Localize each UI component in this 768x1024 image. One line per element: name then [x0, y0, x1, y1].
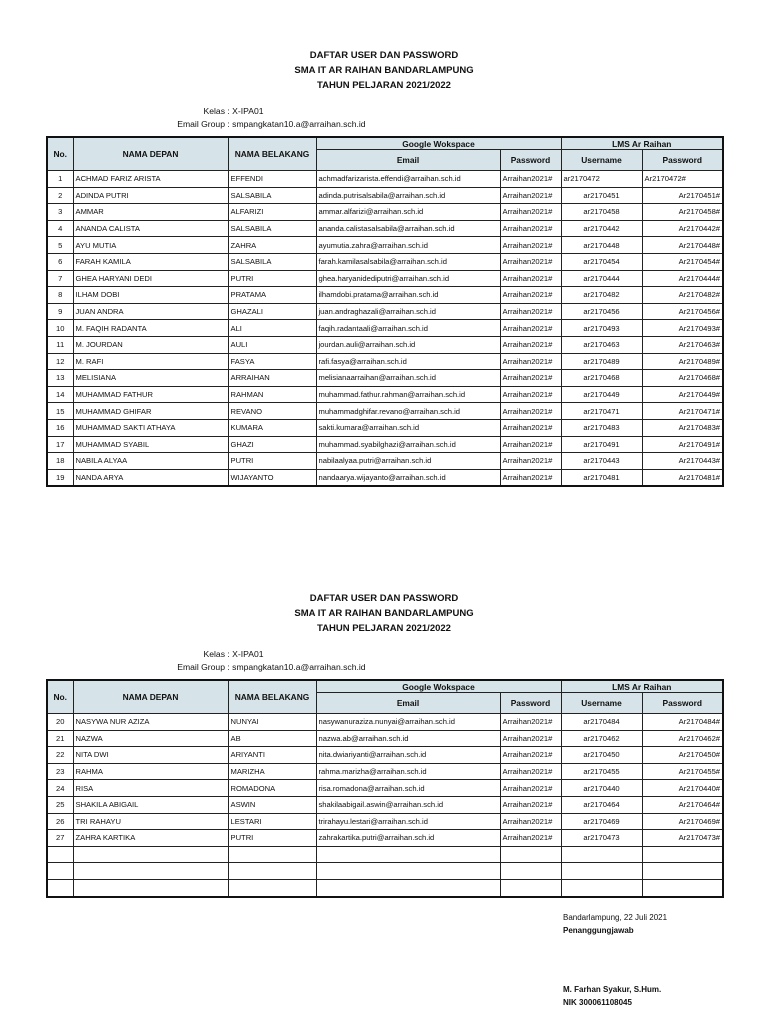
cell-nama-belakang: AULI — [228, 336, 316, 353]
cell-email: muhammadghifar.revano@arraihan.sch.id — [316, 403, 500, 420]
email-group-value: : smpangkatan10.a@arraihan.sch.id — [227, 119, 366, 129]
cell-no: 12 — [47, 353, 73, 370]
table-row — [47, 747, 723, 764]
cell-no: 9 — [47, 303, 73, 320]
cell-username: ar2170489 — [561, 353, 642, 370]
cell-nama-belakang: PUTRI — [228, 270, 316, 287]
cell-nama-belakang: PUTRI — [228, 453, 316, 470]
cell-google-password: Arraihan2021# — [500, 303, 561, 320]
email-group-label: Email Group — [177, 662, 225, 672]
cell-username: ar2170463 — [561, 336, 642, 353]
cell-nama-belakang: SALSABILA — [228, 220, 316, 237]
cell-email: nita.dwiariyanti@arraihan.sch.id — [316, 747, 500, 764]
cell-username: ar2170468 — [561, 370, 642, 387]
table-row — [47, 763, 723, 780]
cell-nama-depan: M. RAFI — [73, 353, 228, 370]
kelas-value: : X-IPA01 — [227, 106, 264, 116]
user-table-2 — [46, 679, 724, 898]
cell-username: ar2170455 — [561, 763, 642, 780]
cell-username: ar2170444 — [561, 270, 642, 287]
table-row — [47, 403, 723, 420]
cell-nama-depan: RAHMA — [73, 763, 228, 780]
table-row — [47, 730, 723, 747]
cell-email: nasywanuraziza.nunyai@arraihan.sch.id — [316, 714, 500, 731]
cell-google-password: Arraihan2021# — [500, 220, 561, 237]
cell-nama-belakang — [228, 863, 316, 880]
cell-lms-password: Ar2170451# — [642, 187, 723, 204]
cell-username: ar2170471 — [561, 403, 642, 420]
cell-username: ar2170442 — [561, 220, 642, 237]
table-row — [47, 253, 723, 270]
cell-no: 15 — [47, 403, 73, 420]
cell-no: 13 — [47, 370, 73, 387]
cell-email: zahrakartika.putri@arraihan.sch.id — [316, 830, 500, 847]
table-row — [47, 863, 723, 880]
cell-username: ar2170443 — [561, 453, 642, 470]
cell-nama-belakang: ROMADONA — [228, 780, 316, 797]
kelas-value: : X-IPA01 — [227, 649, 264, 659]
cell-no: 23 — [47, 763, 73, 780]
table-row — [47, 386, 723, 403]
cell-email: rafi.fasya@arraihan.sch.id — [316, 353, 500, 370]
cell-nama-belakang: GHAZI — [228, 436, 316, 453]
kelas-line — [68, 648, 264, 661]
table-row — [47, 830, 723, 847]
cell-google-password: Arraihan2021# — [500, 171, 561, 188]
cell-nama-depan: AMMAR — [73, 204, 228, 221]
cell-google-password: Arraihan2021# — [500, 403, 561, 420]
cell-lms-password: Ar2170472# — [642, 171, 723, 188]
header-google-workspace: Google Wokspace — [316, 137, 561, 150]
cell-no — [47, 863, 73, 880]
cell-email: ananda.calistasalsabila@arraihan.sch.id — [316, 220, 500, 237]
cell-email: jourdan.auli@arraihan.sch.id — [316, 336, 500, 353]
cell-lms-password: Ar2170469# — [642, 813, 723, 830]
cell-lms-password: Ar2170463# — [642, 336, 723, 353]
cell-email: nandaarya.wijayanto@arraihan.sch.id — [316, 469, 500, 486]
table-row — [47, 237, 723, 254]
cell-email: juan.andraghazali@arraihan.sch.id — [316, 303, 500, 320]
cell-lms-password: Ar2170448# — [642, 237, 723, 254]
table-row — [47, 453, 723, 470]
cell-nama-belakang: AB — [228, 730, 316, 747]
cell-lms-password — [642, 863, 723, 880]
cell-lms-password: Ar2170483# — [642, 419, 723, 436]
cell-nama-belakang — [228, 846, 316, 863]
cell-lms-password: Ar2170443# — [642, 453, 723, 470]
cell-google-password: Arraihan2021# — [500, 320, 561, 337]
table-row — [47, 171, 723, 188]
cell-nama-depan: AYU MUTIA — [73, 237, 228, 254]
cell-email: nabilaalyaa.putri@arraihan.sch.id — [316, 453, 500, 470]
table-row — [47, 780, 723, 797]
cell-username: ar2170483 — [561, 419, 642, 436]
cell-username: ar2170451 — [561, 187, 642, 204]
cell-google-password: Arraihan2021# — [500, 287, 561, 304]
cell-nama-belakang: PRATAMA — [228, 287, 316, 304]
cell-lms-password: Ar2170454# — [642, 253, 723, 270]
header-username: Username — [561, 150, 642, 171]
cell-no: 4 — [47, 220, 73, 237]
table-row — [47, 303, 723, 320]
cell-lms-password: Ar2170442# — [642, 220, 723, 237]
cell-no: 22 — [47, 747, 73, 764]
school-year: TAHUN PELJARAN 2021/2022 — [317, 623, 451, 634]
header-lms: LMS Ar Raihan — [561, 680, 723, 693]
signer-nik: NIK 300061108045 — [563, 998, 632, 1007]
cell-nama-belakang: ALI — [228, 320, 316, 337]
cell-email: muhammad.syabilghazi@arraihan.sch.id — [316, 436, 500, 453]
table-body-1 — [47, 171, 723, 487]
table-row — [47, 419, 723, 436]
cell-google-password: Arraihan2021# — [500, 747, 561, 764]
cell-nama-belakang: ARIYANTI — [228, 747, 316, 764]
table-row — [47, 187, 723, 204]
cell-no — [47, 879, 73, 896]
cell-google-password: Arraihan2021# — [500, 336, 561, 353]
cell-nama-depan: NAZWA — [73, 730, 228, 747]
cell-username — [561, 879, 642, 896]
header-password: Password — [500, 693, 561, 714]
cell-email: trirahayu.lestari@arraihan.sch.id — [316, 813, 500, 830]
table-body-2 — [47, 714, 723, 897]
cell-nama-belakang: RAHMAN — [228, 386, 316, 403]
cell-lms-password: Ar2170455# — [642, 763, 723, 780]
header-password: Password — [500, 150, 561, 171]
cell-no: 21 — [47, 730, 73, 747]
cell-no: 10 — [47, 320, 73, 337]
cell-nama-depan: MUHAMMAD FATHUR — [73, 386, 228, 403]
cell-nama-belakang: ALFARIZI — [228, 204, 316, 221]
cell-username: ar2170450 — [561, 747, 642, 764]
cell-username: ar2170464 — [561, 796, 642, 813]
user-table-1 — [46, 136, 724, 487]
cell-nama-belakang: GHAZALI — [228, 303, 316, 320]
cell-email: ilhamdobi.pratama@arraihan.sch.id — [316, 287, 500, 304]
cell-google-password: Arraihan2021# — [500, 270, 561, 287]
email-group-value: : smpangkatan10.a@arraihan.sch.id — [227, 662, 366, 672]
signer-name: M. Farhan Syakur, S.Hum. — [563, 985, 662, 994]
cell-username: ar2170458 — [561, 204, 642, 221]
cell-no — [47, 846, 73, 863]
header-username: Username — [561, 693, 642, 714]
cell-nama-belakang: ARRAIHAN — [228, 370, 316, 387]
cell-email: ayumutia.zahra@arraihan.sch.id — [316, 237, 500, 254]
cell-nama-depan: MELISIANA — [73, 370, 228, 387]
cell-email: ghea.haryanidediputri@arraihan.sch.id — [316, 270, 500, 287]
cell-nama-depan: FARAH KAMILA — [73, 253, 228, 270]
cell-google-password — [500, 863, 561, 880]
cell-nama-depan: NABILA ALYAA — [73, 453, 228, 470]
cell-username: ar2170482 — [561, 287, 642, 304]
cell-nama-belakang: LESTARI — [228, 813, 316, 830]
doc-title: DAFTAR USER DAN PASSWORD — [309, 50, 459, 61]
cell-lms-password — [642, 879, 723, 896]
table-row — [47, 370, 723, 387]
cell-google-password: Arraihan2021# — [500, 830, 561, 847]
cell-username: ar2170484 — [561, 714, 642, 731]
cell-no: 27 — [47, 830, 73, 847]
cell-no: 14 — [47, 386, 73, 403]
cell-google-password: Arraihan2021# — [500, 370, 561, 387]
cell-no: 3 — [47, 204, 73, 221]
header-google-workspace: Google Wokspace — [316, 680, 561, 693]
table-row — [47, 714, 723, 731]
cell-google-password: Arraihan2021# — [500, 237, 561, 254]
table-row — [47, 336, 723, 353]
cell-lms-password: Ar2170489# — [642, 353, 723, 370]
cell-lms-password: Ar2170491# — [642, 436, 723, 453]
cell-no: 6 — [47, 253, 73, 270]
cell-google-password: Arraihan2021# — [500, 386, 561, 403]
cell-nama-depan: ANANDA CALISTA — [73, 220, 228, 237]
cell-nama-belakang: EFFENDI — [228, 171, 316, 188]
cell-lms-password: Ar2170462# — [642, 730, 723, 747]
table-row — [47, 287, 723, 304]
cell-lms-password — [642, 846, 723, 863]
table-row — [47, 220, 723, 237]
cell-nama-belakang: REVANO — [228, 403, 316, 420]
header-no: No. — [47, 680, 73, 714]
cell-no: 5 — [47, 237, 73, 254]
kelas-line — [68, 105, 264, 118]
header-lms: LMS Ar Raihan — [561, 137, 723, 150]
cell-nama-depan: NASYWA NUR AZIZA — [73, 714, 228, 731]
cell-no: 16 — [47, 419, 73, 436]
header-nama-depan: NAMA DEPAN — [73, 680, 228, 714]
cell-nama-depan: ADINDA PUTRI — [73, 187, 228, 204]
cell-username: ar2170462 — [561, 730, 642, 747]
header-nama-belakang: NAMA BELAKANG — [228, 137, 316, 171]
cell-email: shakilaabigail.aswin@arraihan.sch.id — [316, 796, 500, 813]
cell-username: ar2170469 — [561, 813, 642, 830]
table-row — [47, 353, 723, 370]
cell-google-password: Arraihan2021# — [500, 730, 561, 747]
cell-nama-depan: RISA — [73, 780, 228, 797]
cell-google-password: Arraihan2021# — [500, 780, 561, 797]
cell-no: 8 — [47, 287, 73, 304]
cell-nama-depan: GHEA HARYANI DEDI — [73, 270, 228, 287]
cell-username: ar2170456 — [561, 303, 642, 320]
cell-google-password: Arraihan2021# — [500, 204, 561, 221]
cell-nama-belakang: SALSABILA — [228, 253, 316, 270]
table-row — [47, 813, 723, 830]
email-group-line — [68, 118, 366, 131]
cell-nama-depan: ACHMAD FARIZ ARISTA — [73, 171, 228, 188]
cell-nama-depan — [73, 846, 228, 863]
cell-nama-belakang: KUMARA — [228, 419, 316, 436]
cell-lms-password: Ar2170458# — [642, 204, 723, 221]
cell-username: ar2170491 — [561, 436, 642, 453]
cell-nama-belakang: WIJAYANTO — [228, 469, 316, 486]
cell-nama-belakang: MARIZHA — [228, 763, 316, 780]
kelas-label: Kelas — [203, 649, 225, 659]
table-row — [47, 469, 723, 486]
cell-username: ar2170449 — [561, 386, 642, 403]
header-nama-belakang: NAMA BELAKANG — [228, 680, 316, 714]
place-date: Bandarlampung, 22 Juli 2021 — [563, 913, 668, 922]
cell-google-password: Arraihan2021# — [500, 436, 561, 453]
cell-lms-password: Ar2170484# — [642, 714, 723, 731]
cell-username: ar2170440 — [561, 780, 642, 797]
cell-email: sakti.kumara@arraihan.sch.id — [316, 419, 500, 436]
table-row — [47, 204, 723, 221]
table-row — [47, 320, 723, 337]
cell-nama-belakang: PUTRI — [228, 830, 316, 847]
cell-no: 20 — [47, 714, 73, 731]
cell-google-password: Arraihan2021# — [500, 353, 561, 370]
cell-email: melisianaarraihan@arraihan.sch.id — [316, 370, 500, 387]
email-group-label: Email Group — [177, 119, 225, 129]
cell-google-password: Arraihan2021# — [500, 453, 561, 470]
cell-nama-depan: ILHAM DOBI — [73, 287, 228, 304]
cell-nama-depan: M. JOURDAN — [73, 336, 228, 353]
cell-email — [316, 863, 500, 880]
cell-username: ar2170473 — [561, 830, 642, 847]
cell-email: ammar.alfarizi@arraihan.sch.id — [316, 204, 500, 221]
cell-lms-password: Ar2170464# — [642, 796, 723, 813]
cell-no: 26 — [47, 813, 73, 830]
header-email: Email — [316, 150, 500, 171]
cell-no: 11 — [47, 336, 73, 353]
table-row — [47, 270, 723, 287]
table-row — [47, 436, 723, 453]
cell-no: 25 — [47, 796, 73, 813]
cell-lms-password: Ar2170440# — [642, 780, 723, 797]
cell-email: farah.kamilasalsabila@arraihan.sch.id — [316, 253, 500, 270]
cell-no: 17 — [47, 436, 73, 453]
cell-google-password — [500, 879, 561, 896]
cell-lms-password: Ar2170444# — [642, 270, 723, 287]
cell-nama-belakang: SALSABILA — [228, 187, 316, 204]
cell-nama-belakang: ASWIN — [228, 796, 316, 813]
cell-google-password: Arraihan2021# — [500, 796, 561, 813]
cell-no: 2 — [47, 187, 73, 204]
cell-no: 24 — [47, 780, 73, 797]
header-lms-password: Password — [642, 150, 723, 171]
cell-nama-depan: MUHAMMAD SAKTI ATHAYA — [73, 419, 228, 436]
cell-nama-depan: SHAKILA ABIGAIL — [73, 796, 228, 813]
signer-role: Penanggungjawab — [563, 926, 634, 935]
cell-lms-password: Ar2170481# — [642, 469, 723, 486]
header-no: No. — [47, 137, 73, 171]
cell-email: achmadfarizarista.effendi@arraihan.sch.id — [316, 171, 500, 188]
cell-nama-depan — [73, 879, 228, 896]
header-nama-depan: NAMA DEPAN — [73, 137, 228, 171]
email-group-line — [68, 661, 366, 674]
cell-email — [316, 879, 500, 896]
cell-email: faqih.radantaali@arraihan.sch.id — [316, 320, 500, 337]
cell-nama-depan: NITA DWI — [73, 747, 228, 764]
cell-google-password: Arraihan2021# — [500, 813, 561, 830]
cell-username: ar2170472 — [561, 171, 642, 188]
cell-lms-password: Ar2170456# — [642, 303, 723, 320]
cell-lms-password: Ar2170450# — [642, 747, 723, 764]
cell-email: rahma.marizha@arraihan.sch.id — [316, 763, 500, 780]
cell-lms-password: Ar2170482# — [642, 287, 723, 304]
table-row — [47, 846, 723, 863]
cell-no: 7 — [47, 270, 73, 287]
cell-username: ar2170454 — [561, 253, 642, 270]
cell-email: risa.romadona@arraihan.sch.id — [316, 780, 500, 797]
cell-google-password: Arraihan2021# — [500, 419, 561, 436]
cell-nama-belakang: ZAHRA — [228, 237, 316, 254]
cell-email: nazwa.ab@arraihan.sch.id — [316, 730, 500, 747]
cell-email: adinda.putrisalsabila@arraihan.sch.id — [316, 187, 500, 204]
table-row — [47, 879, 723, 896]
cell-lms-password: Ar2170449# — [642, 386, 723, 403]
cell-lms-password: Ar2170471# — [642, 403, 723, 420]
cell-google-password: Arraihan2021# — [500, 469, 561, 486]
cell-nama-depan: TRI RAHAYU — [73, 813, 228, 830]
cell-nama-depan: NANDA ARYA — [73, 469, 228, 486]
header-lms-password: Password — [642, 693, 723, 714]
header-email: Email — [316, 693, 500, 714]
cell-lms-password: Ar2170473# — [642, 830, 723, 847]
doc-title: DAFTAR USER DAN PASSWORD — [309, 593, 459, 604]
cell-google-password: Arraihan2021# — [500, 763, 561, 780]
cell-username: ar2170481 — [561, 469, 642, 486]
cell-nama-depan: M. FAQIH RADANTA — [73, 320, 228, 337]
cell-google-password: Arraihan2021# — [500, 253, 561, 270]
cell-username: ar2170448 — [561, 237, 642, 254]
cell-nama-depan: JUAN ANDRA — [73, 303, 228, 320]
cell-google-password: Arraihan2021# — [500, 714, 561, 731]
cell-email: muhammad.fathur.rahman@arraihan.sch.id — [316, 386, 500, 403]
cell-no: 19 — [47, 469, 73, 486]
cell-email — [316, 846, 500, 863]
cell-username: ar2170493 — [561, 320, 642, 337]
cell-nama-belakang — [228, 879, 316, 896]
school-name: SMA IT AR RAIHAN BANDARLAMPUNG — [294, 65, 474, 76]
cell-no: 18 — [47, 453, 73, 470]
cell-username — [561, 846, 642, 863]
cell-lms-password: Ar2170468# — [642, 370, 723, 387]
cell-no: 1 — [47, 171, 73, 188]
table-row — [47, 796, 723, 813]
cell-username — [561, 863, 642, 880]
cell-google-password: Arraihan2021# — [500, 187, 561, 204]
cell-nama-belakang: FASYA — [228, 353, 316, 370]
cell-nama-belakang: NUNYAI — [228, 714, 316, 731]
cell-nama-depan: ZAHRA KARTIKA — [73, 830, 228, 847]
kelas-label: Kelas — [203, 106, 225, 116]
cell-google-password — [500, 846, 561, 863]
cell-lms-password: Ar2170493# — [642, 320, 723, 337]
cell-nama-depan: MUHAMMAD SYABIL — [73, 436, 228, 453]
school-name: SMA IT AR RAIHAN BANDARLAMPUNG — [294, 608, 474, 619]
school-year: TAHUN PELJARAN 2021/2022 — [317, 80, 451, 91]
cell-nama-depan: MUHAMMAD GHIFAR — [73, 403, 228, 420]
cell-nama-depan — [73, 863, 228, 880]
